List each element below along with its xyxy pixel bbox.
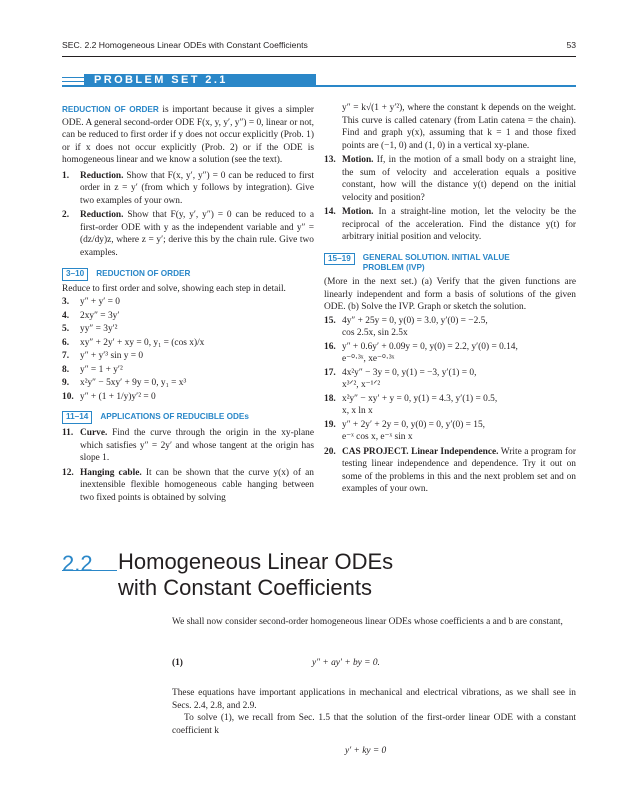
problem-equation: yy″ = 3y′² <box>80 324 118 335</box>
section-number: 2.2 <box>62 551 93 576</box>
problem-equation: 2xy″ = 3y′ <box>80 310 120 321</box>
equation-2: y′ + ky = 0 <box>345 746 387 756</box>
problem-13 <box>324 154 576 204</box>
problem-basis: cos 2.5x, sin 2.5x <box>342 328 408 339</box>
section-title-line: PROBLEM (IVP) <box>362 263 425 273</box>
problem-number: 2. <box>62 210 70 220</box>
page-number: 53 <box>566 40 576 50</box>
problem-basis: e⁻⁰·³ˣ, xe⁻⁰·³ˣ <box>342 354 395 365</box>
problem-text: If, in the motion of a small body on a straight line, the sum of velocity and acceleration equals a positive constant, how will the distance y(t) depend on the initial velocity and position? <box>342 155 576 203</box>
problem-text: Find the curve through the origin in the xy-plane which satisfies y″ = 2y′ and whose tangent at the origin has slope 1. <box>80 428 314 464</box>
problem-equation: x²y″ − 5xy′ + 9y = 0, y₁ = x³ <box>80 378 187 389</box>
problem-number: 20. <box>324 446 336 457</box>
problem-keyword: Curve. <box>80 428 108 439</box>
problem-item <box>324 393 576 418</box>
problem-equation: y″ + y′³ sin y = 0 <box>80 351 144 362</box>
equation-label: (1) <box>172 658 183 668</box>
problem-keyword: Motion. <box>342 207 374 217</box>
section-heading-general-solution <box>324 253 576 275</box>
problem-text: In a straight-line motion, let the velocity be the reciprocal of the acceleration. Find the distance y(t) for arbitrary initial position and velocity. <box>342 207 576 242</box>
problem-keyword: CAS PROJECT. Linear Independence. <box>342 446 499 457</box>
section-title-line: GENERAL SOLUTION. INITIAL VALUE <box>362 252 510 262</box>
problem-12-continued: y″ = k√(1 + y′²), where the constant k depends on the weight. This curve is called catenary (from Latin catena = the chain). Find and graph y(x), assuming that k = 1 and those fixed points are (−1, 0) and (1, 0) in a vertical xy-plane. <box>342 103 576 151</box>
banner-title: PROBLEM SET 2.1 <box>94 74 228 86</box>
section-title: APPLICATIONS OF REDUCIBLE ODEs <box>100 412 249 422</box>
problem-item <box>324 315 576 340</box>
problem-12 <box>62 467 314 505</box>
problem-11 <box>62 427 314 465</box>
problem-number: 18. <box>324 393 336 404</box>
body-paragraph-3: To solve (1), we recall from Sec. 1.5 that the solution of the first-order linear ODE with a constant coefficient k <box>172 713 576 736</box>
problem-keyword: Reduction. <box>80 210 124 220</box>
problem-equation: y″ = 1 + y′² <box>80 364 123 375</box>
problem-number: 8. <box>62 364 70 375</box>
body-paragraph-2: These equations have important applications in mechanical and electrical vibrations, as we shall see in Secs. 2.4, 2.8, and 2.9. <box>172 688 576 711</box>
problem-2 <box>62 209 314 259</box>
intro-heading: REDUCTION OF ORDER <box>62 105 159 114</box>
problem-number: 3. <box>62 297 70 308</box>
left-column <box>62 104 314 504</box>
problem-number: 12. <box>62 467 74 478</box>
banner-stripe <box>62 81 84 82</box>
problem-number: 16. <box>324 341 336 352</box>
problem-item <box>62 377 314 390</box>
problem-basis: x, x ln x <box>342 406 373 417</box>
problem-item <box>62 310 314 323</box>
problem-item <box>324 419 576 444</box>
problem-equation: 4y″ + 25y = 0, y(0) = 3.0, y′(0) = −2.5, <box>342 315 488 326</box>
problem-equation: y″ + 2y′ + 2y = 0, y(0) = 0, y′(0) = 15, <box>342 419 486 430</box>
problem-number: 6. <box>62 337 70 348</box>
problem-number: 13. <box>324 155 336 165</box>
header-rule <box>62 56 576 57</box>
problem-equation: y″ + y′ = 0 <box>80 297 120 308</box>
problem-14 <box>324 206 576 244</box>
problem-text: It can be shown that the curve y(x) of an inextensible flexible homogeneous cable hanging between two fixed points is obtained by solving <box>80 467 314 503</box>
problem-number: 1. <box>62 170 70 181</box>
body-paragraph-1: We shall now consider second-order homogeneous linear ODEs whose coefficients a and b are constant, <box>172 617 563 627</box>
problem-set-banner <box>62 74 576 88</box>
section-title: REDUCTION OF ORDER <box>96 269 191 278</box>
problem-number: 9. <box>62 378 70 389</box>
problem-item <box>62 337 314 350</box>
intro-paragraph <box>62 104 314 167</box>
problem-1 <box>62 170 314 208</box>
running-header-section: SEC. 2.2 Homogeneous Linear ODEs with Constant Coefficients <box>62 40 308 50</box>
banner-stripe <box>62 77 84 78</box>
section-instructions: Reduce to first order and solve, showing each step in detail. <box>62 283 286 294</box>
section-title-line: with Constant Coefficients <box>118 574 372 600</box>
section-title <box>118 549 393 601</box>
reduction-problem-list <box>62 296 314 403</box>
problem-keyword: Motion. <box>342 155 374 165</box>
right-column <box>324 102 576 496</box>
problem-number: 4. <box>62 310 70 321</box>
problem-basis: e⁻ˣ cos x, e⁻ˣ sin x <box>342 432 413 443</box>
section-range-box: 11–14 <box>62 411 92 424</box>
section-title-line: Homogeneous Linear ODEs <box>118 549 394 574</box>
problem-20 <box>324 446 576 496</box>
equation-body: y″ + ay′ + by = 0. <box>312 658 380 668</box>
problem-item <box>62 323 314 336</box>
problem-number: 17. <box>324 367 336 378</box>
problem-number: 10. <box>62 391 74 402</box>
problem-equation: y″ + 0.6y′ + 0.09y = 0, y(0) = 2.2, y′(0) = 0.14, <box>342 341 518 352</box>
problem-text: Show that F(y, y′, y″) = 0 can be reduced to a first-order ODE with y as the independent variable and y″ = (dz/dy)z, where z = y′; derive this by the chain rule. Give two examples. <box>80 210 314 258</box>
problem-number: 11. <box>62 428 74 439</box>
problem-text: Show that F(x, y′, y″) = 0 can be reduced to first order in z = y′ (from which y follows by integration). Give two examples of your own. <box>80 170 314 206</box>
section-heading-applications <box>62 411 314 424</box>
problem-number: 15. <box>324 315 336 326</box>
problem-keyword: Hanging cable. <box>80 467 142 478</box>
problem-number: 5. <box>62 324 70 335</box>
section-range-box: 3–10 <box>62 268 88 281</box>
problem-number: 7. <box>62 351 70 362</box>
section-heading-reduction <box>62 268 314 281</box>
problem-number: 14. <box>324 207 336 217</box>
problem-item <box>62 350 314 363</box>
problem-keyword: Reduction. <box>80 170 124 181</box>
problem-equation: y″ + (1 + 1/y)y′² = 0 <box>80 391 156 402</box>
problem-number: 19. <box>324 419 336 430</box>
problem-equation: 4x²y″ − 3y = 0, y(1) = −3, y′(1) = 0, <box>342 367 477 378</box>
problem-basis: x³ᐟ², x⁻¹ᐟ² <box>342 380 381 391</box>
section-range-box: 15–19 <box>324 253 355 266</box>
problem-item <box>324 341 576 366</box>
problem-equation: x²y″ − xy′ + y = 0, y(1) = 4.3, y′(1) = 0.5, <box>342 393 498 404</box>
problem-item <box>62 391 314 404</box>
problem-item <box>62 364 314 377</box>
problem-item <box>324 367 576 392</box>
section-instructions: (More in the next set.) (a) Verify that the given functions are linearly independent and form a basis of solutions of the given ODE. (b) Solve the IVP. Graph or sketch the solution. <box>324 277 576 313</box>
intro-text: is important because it gives a simpler ODE. A general second-order ODE F(x, y, y′, y″) = 0, linear or not, can be reduced to first order if y does not occur explicitly (Prob. 1) or if x does not occur explicitly (Prob. 2) or if the ODE is homogeneous linear and we know a solution (see the text). <box>62 105 315 165</box>
section-number-rule <box>62 570 117 571</box>
ivp-problem-list <box>324 315 576 444</box>
problem-item <box>62 296 314 309</box>
problem-equation: xy″ + 2y′ + xy = 0, y₁ = (cos x)/x <box>80 337 205 348</box>
problem-text: Write a program for testing linear independence and dependence. Try it out on some of the problems in this and the next problem set and on examples of your own. <box>342 446 576 495</box>
section-title <box>363 253 510 275</box>
